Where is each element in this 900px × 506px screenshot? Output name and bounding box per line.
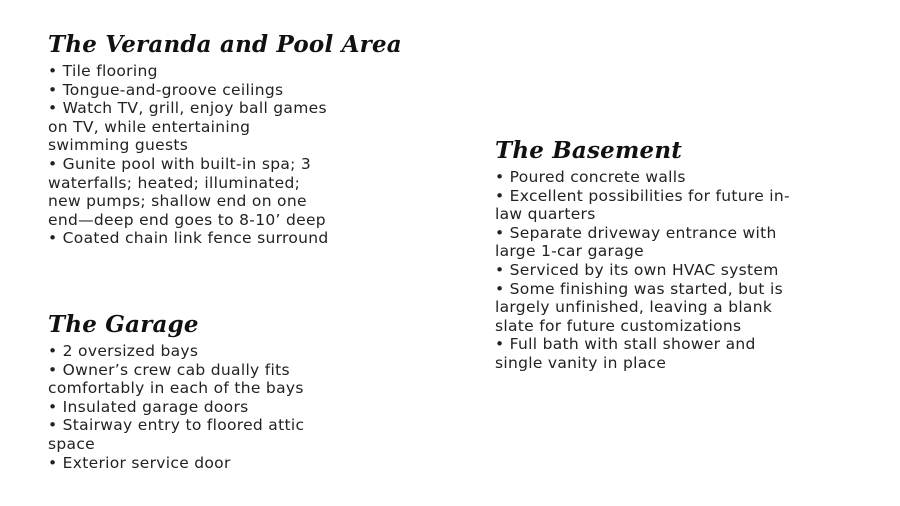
list-item: • Separate driveway entrance with large 1-car garage xyxy=(495,223,777,261)
list-item: • 2 oversized bays xyxy=(48,342,199,360)
list-item: • Tile flooring xyxy=(48,62,158,80)
veranda-heading: The Veranda and Pool Area xyxy=(48,31,402,58)
garage-list xyxy=(48,342,428,472)
list-item: • Exterior service door xyxy=(48,453,231,472)
veranda-list xyxy=(48,62,428,248)
list-item: • Some finishing was started, but is largely unfinished, leaving a blank slate for future customizations xyxy=(495,279,783,335)
garage-section xyxy=(48,310,428,472)
list-item: • Poured concrete walls xyxy=(495,168,686,186)
basement-heading: The Basement xyxy=(495,137,683,164)
list-item: • Owner’s crew cab dually fits comfortably in each of the bays xyxy=(48,360,304,398)
list-item: • Watch TV, grill, enjoy ball games on TV, while entertaining swimming guests xyxy=(48,99,327,155)
basement-section xyxy=(495,136,890,373)
veranda-section xyxy=(48,30,428,248)
list-item: • Excellent possibilities for future in- law quarters xyxy=(495,186,790,224)
list-item: • Full bath with stall shower and single vanity in place xyxy=(495,335,756,372)
list-item: • Tongue-and-groove ceilings xyxy=(48,80,284,99)
list-item: • Serviced by its own HVAC system xyxy=(495,260,779,279)
list-item: • Gunite pool with built-in spa; 3 waterfalls; heated; illuminated; new pumps; shallow end on one end—deep end goes to 8-10’ deep xyxy=(48,154,326,229)
basement-list xyxy=(495,168,890,373)
garage-heading: The Garage xyxy=(48,311,199,338)
list-item: • Insulated garage doors xyxy=(48,397,249,416)
list-item: • Stairway entry to floored attic space xyxy=(48,416,305,453)
list-item: • Coated chain link fence surround xyxy=(48,229,329,248)
